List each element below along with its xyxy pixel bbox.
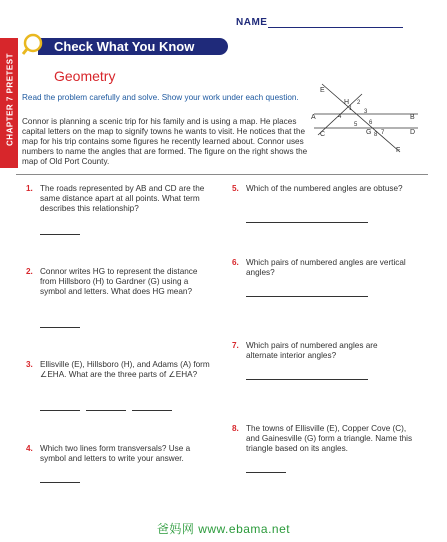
figure-point-label: C: [320, 131, 326, 138]
angle-label: 3: [364, 109, 368, 115]
question-number: 1.: [26, 184, 33, 193]
question-number: 8.: [232, 424, 239, 433]
angle-label: 6: [369, 120, 373, 126]
figure-point-label: F: [396, 147, 401, 154]
question-text: Which pairs of numbered angles are alternate interior angles?: [246, 341, 378, 360]
figure-point-label: G: [366, 129, 372, 136]
question-number: 6.: [232, 258, 239, 267]
angle-label: 4: [338, 114, 342, 120]
magnifier-icon: [22, 33, 44, 55]
problem-story: Connor is planning a scenic trip for his family and is using a map. He places capital letters on the map to signify towns he wants to visit. He notices that the map for his trip contains some figures he recently learned about. Connor uses numbers to name the angles that are formed. The figure on the right shows the map of Old Port County.: [22, 117, 308, 166]
banner-title: Check What You Know: [54, 39, 195, 54]
section-divider: [16, 174, 428, 175]
question-text: Ellisville (E), Hillsboro (H), and Adams (A) form ∠EHA. What are the three parts of ∠EHA?: [40, 360, 210, 379]
answer-line[interactable]: [246, 472, 286, 473]
answer-line-name[interactable]: [40, 410, 80, 411]
name-line[interactable]: [268, 27, 403, 28]
question-text: Which of the numbered angles are obtuse?: [246, 184, 403, 193]
answer-line-name[interactable]: [132, 410, 172, 411]
answer-line[interactable]: [246, 296, 368, 297]
watermark-text: 爸妈网 www.ebama.net: [156, 522, 291, 536]
question-text: The towns of Ellisville (E), Copper Cove (C), and Gainesville (G) form a triangle. Name this triangle based on its angles.: [246, 424, 413, 453]
figure-point-label: E: [320, 87, 325, 94]
angle-label: 7: [381, 130, 385, 136]
instructions-text: Read the problem carefully and solve. Show your work under each question.: [22, 93, 299, 102]
figure-point-label: A: [311, 114, 316, 121]
answer-line[interactable]: [246, 379, 368, 380]
question-text: Connor writes HG to represent the distance from Hillsboro (H) to Gardner (G) using a symbol and letters. What does HG mean?: [40, 267, 198, 296]
answer-line[interactable]: [246, 222, 368, 223]
angle-label: 2: [357, 100, 361, 106]
figure-point-label: B: [410, 114, 415, 121]
map-figure: [310, 80, 422, 158]
angle-label: 5: [354, 122, 358, 128]
answer-line[interactable]: [40, 482, 80, 483]
question-text: The roads represented by AB and CD are the same distance apart at all points. What term describes this relationship?: [40, 184, 205, 213]
chapter-label: CHAPTER 7 PRETEST: [5, 53, 15, 146]
question-text: Which two lines form transversals? Use a symbol and letters to write your answer.: [40, 444, 191, 463]
topic-heading: Geometry: [54, 68, 116, 84]
figure-point-label: D: [410, 129, 416, 136]
question-number: 5.: [232, 184, 239, 193]
name-label: NAME: [236, 17, 268, 28]
answer-line[interactable]: [40, 234, 80, 235]
transversal-ef: [322, 84, 400, 152]
answer-line[interactable]: [40, 327, 80, 328]
angle-label: 1: [349, 106, 353, 112]
question-number: 3.: [26, 360, 33, 369]
question-text: Which pairs of numbered angles are vertical angles?: [246, 258, 406, 277]
figure-point-label: H: [344, 99, 350, 106]
angle-label: 8: [374, 132, 378, 138]
question-number: 2.: [26, 267, 33, 276]
question-number: 4.: [26, 444, 33, 453]
answer-line-name[interactable]: [86, 410, 126, 411]
question-number: 7.: [232, 341, 239, 350]
